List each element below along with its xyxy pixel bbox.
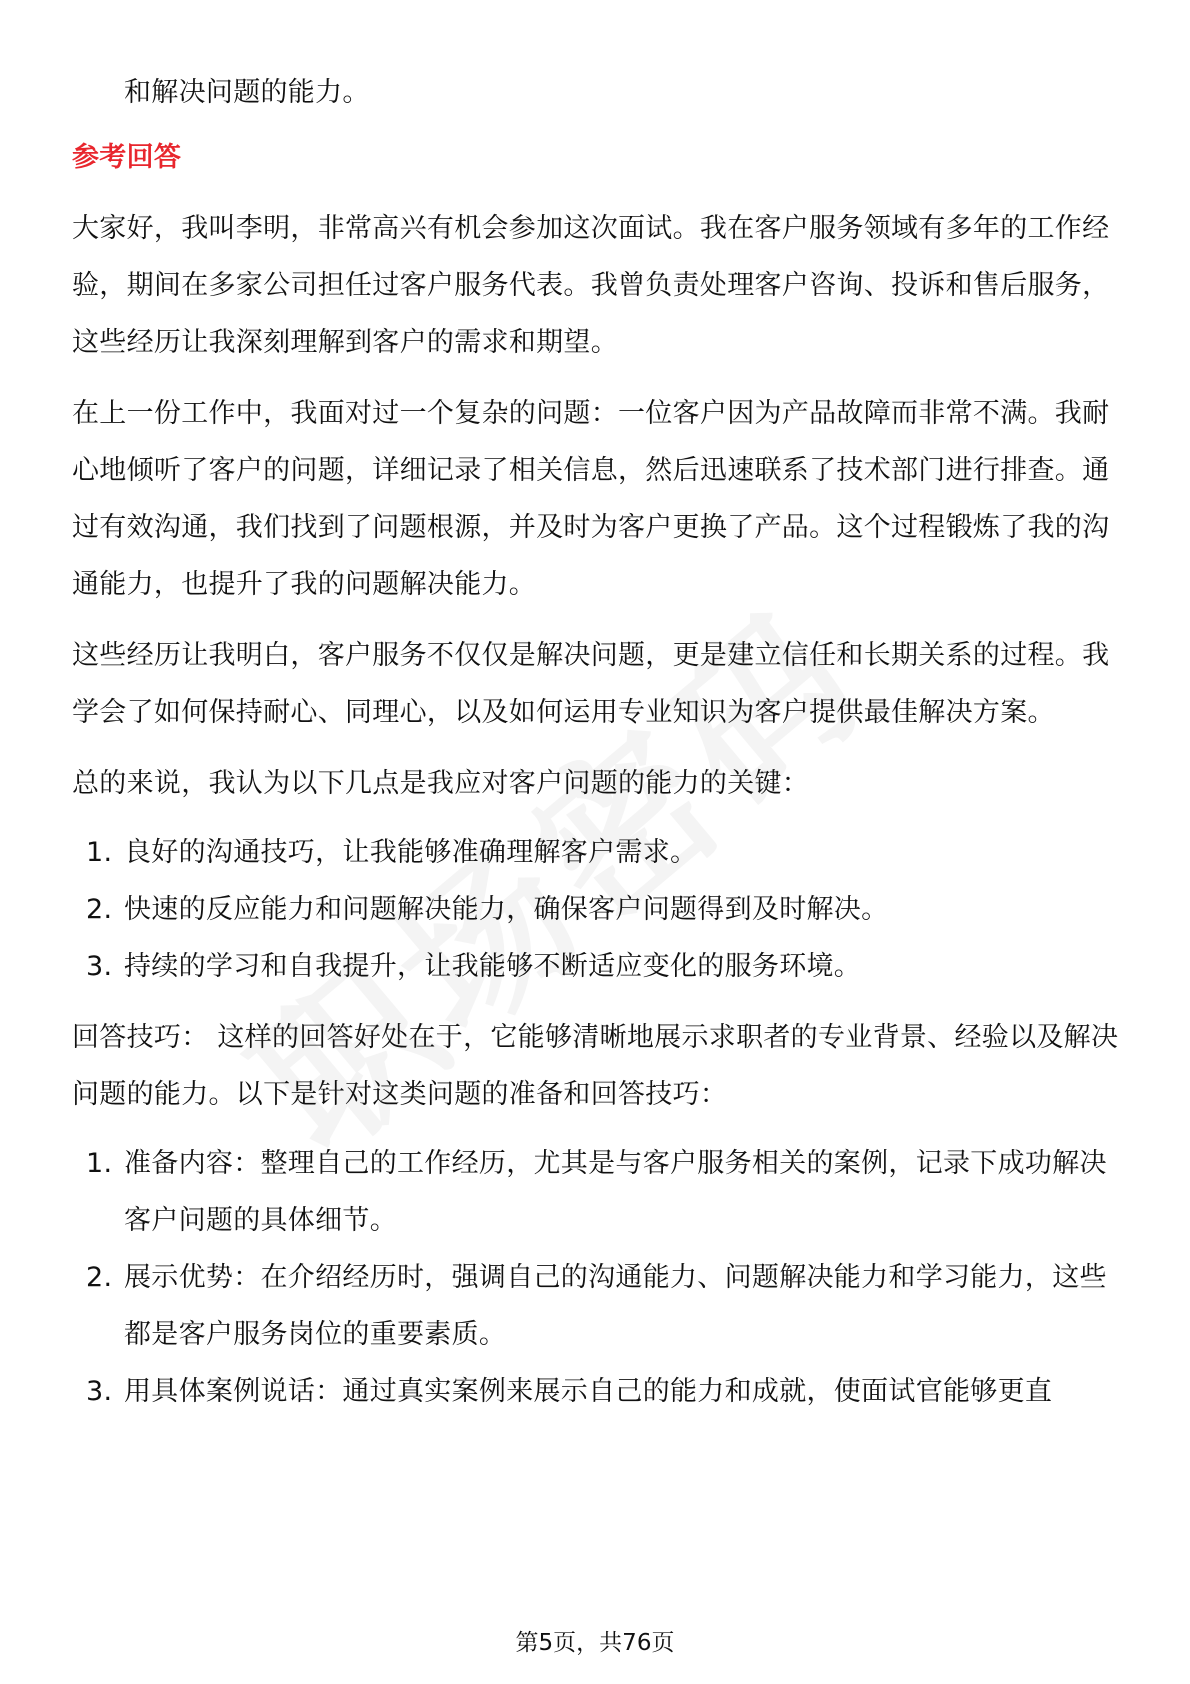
continuation-line: 和解决问题的能力。: [124, 77, 370, 108]
answer-heading: 参考回答: [72, 142, 182, 173]
paragraph-intro: 大家好，我叫李明，非常高兴有机会参加这次面试。我在客户服务领域有多年的工作经验，期间在多家公司担任过客户服务代表。我曾负责处理客户咨询、投诉和售后服务，这些经历让我深刻理解到客户的需求和期望。: [72, 213, 1110, 358]
tips-intro: 回答技巧： 这样的回答好处在于，它能够清晰地展示求职者的专业背景、经验以及解决问题的能力。以下是针对这类问题的准备和回答技巧：: [72, 1022, 1119, 1110]
list-item: [72, 1363, 1122, 1420]
list-item-number: 1.: [86, 1148, 113, 1179]
list-item-number: 2.: [86, 1262, 113, 1293]
list-item-number: 2.: [86, 894, 113, 925]
list-item-text: 用具体案例说话：通过真实案例来展示自己的能力和成就，使面试官能够更直: [124, 1376, 1053, 1407]
paragraph-lesson: 这些经历让我明白，客户服务不仅仅是解决问题，更是建立信任和长期关系的过程。我学会了如何保持耐心、同理心，以及如何运用专业知识为客户提供最佳解决方案。: [72, 640, 1110, 728]
paragraph-experience: 在上一份工作中，我面对过一个复杂的问题：一位客户因为产品故障而非常不满。我耐心地倾听了客户的问题，详细记录了相关信息，然后迅速联系了技术部门进行排查。通过有效沟通，我们找到了问题根源，并及时为客户更换了产品。这个过程锻炼了我的沟通能力，也提升了我的问题解决能力。: [72, 398, 1110, 600]
list-item-number: 1.: [86, 837, 113, 868]
list-item-text: 良好的沟通技巧，让我能够准确理解客户需求。: [124, 837, 698, 868]
list-item: [72, 881, 1122, 938]
list-item: [72, 1249, 1122, 1363]
page-content: [72, 64, 1122, 1420]
list-item-text: 快速的反应能力和问题解决能力，确保客户问题得到及时解决。: [124, 894, 889, 925]
list-item: [72, 938, 1122, 995]
list-item-text: 展示优势：在介绍经历时，强调自己的沟通能力、问题解决能力和学习能力，这些都是客户服务岗位的重要素质。: [124, 1262, 1107, 1350]
tips-list: [72, 1135, 1122, 1420]
list-item: [72, 1135, 1122, 1249]
page-footer: 第5页，共76页: [515, 1630, 675, 1656]
list-item: [72, 824, 1122, 881]
key-points-list: [72, 824, 1122, 995]
paragraph-summary: 总的来说，我认为以下几点是我应对客户问题的能力的关键：: [72, 768, 810, 799]
list-item-text: 准备内容：整理自己的工作经历，尤其是与客户服务相关的案例，记录下成功解决客户问题的具体细节。: [124, 1148, 1107, 1236]
list-item-number: 3.: [86, 951, 113, 982]
list-item-number: 3.: [86, 1376, 113, 1407]
list-item-text: 持续的学习和自我提升，让我能够不断适应变化的服务环境。: [124, 951, 862, 982]
